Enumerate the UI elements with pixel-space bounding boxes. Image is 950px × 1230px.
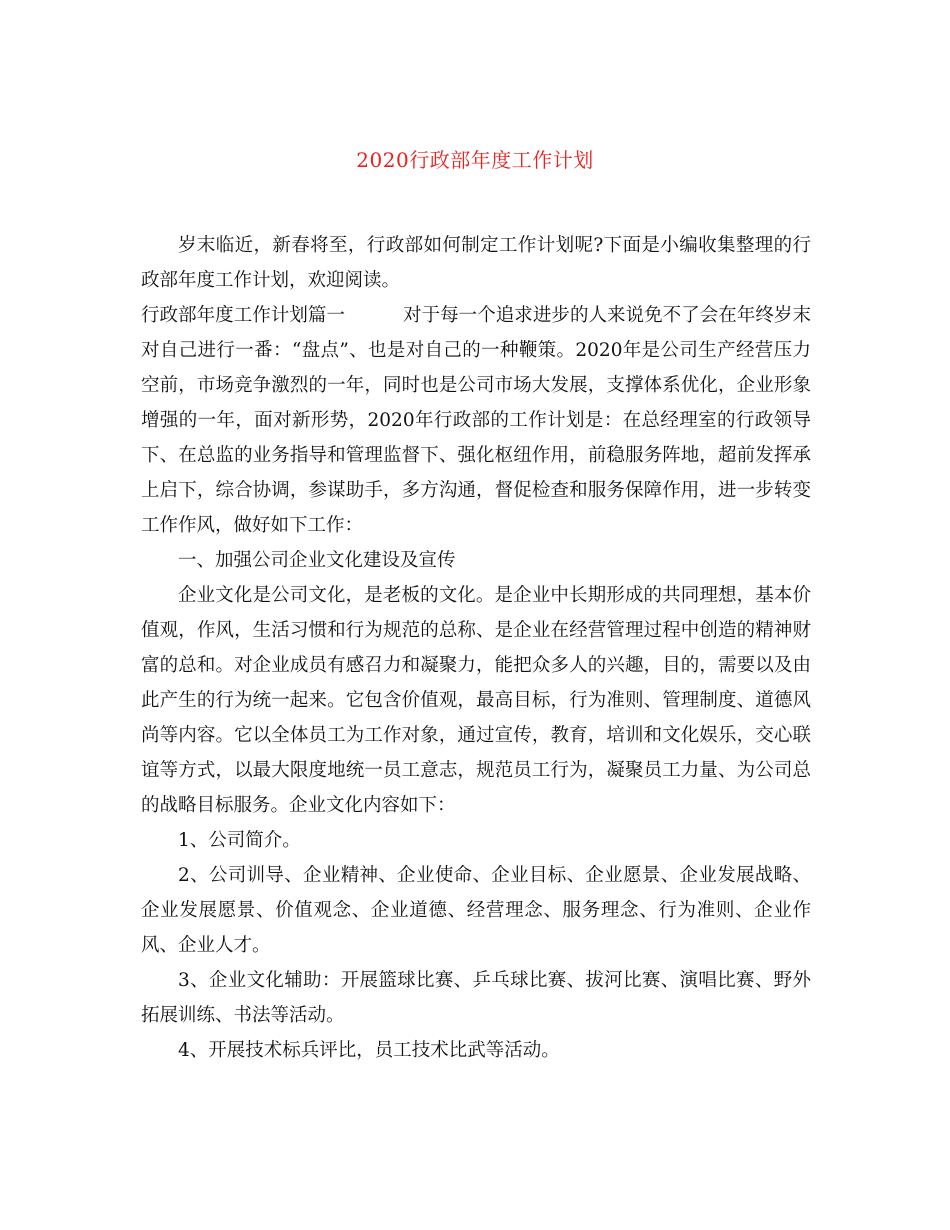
list-item-2: 2、公司训导、企业精神、企业使命、企业目标、企业愿景、企业发展战略、企业发展愿景、价值观念、企业道德、经营理念、服务理念、行为准则、企业作风、企业人才。 xyxy=(141,865,811,956)
list-item-4: 4、开展技术标兵评比，员工技术比武等活动。 xyxy=(178,1040,560,1061)
list-item-1: 1、公司简介。 xyxy=(178,830,301,851)
plan-paragraph-1 xyxy=(141,298,811,543)
intro-paragraph: 岁末临近，新春将至，行政部如何制定工作计划呢?下面是小编收集整理的行政部年度工作计划，欢迎阅读。 xyxy=(141,235,811,291)
document-body xyxy=(141,228,811,1068)
paragraph-1-text: 对于每一个追求进步的人来说免不了会在年终岁末对自己进行一番：“盘点”、也是对自己的一种鞭策。2020年是公司生产经营压力空前，市场竞争激烈的一年，同时也是公司市场大发展，支撑体系优化，企业形象增强的一年，面对新形势，2020年行政部的工作计划是：在总经理室的行政领导下、在总监的业务指导和管理监督下、强化枢纽作用，前稳服务阵地，超前发挥承上启下，综合协调，参谋助手，多方沟通，督促检查和服务保障作用，进一步转变工作作风，做好如下工作： xyxy=(141,305,811,536)
culture-paragraph: 企业文化是公司文化，是老板的文化。是企业中长期形成的共同理想，基本价值观，作风，生活习惯和行为规范的总称、是企业在经营管理过程中创造的精神财富的总和。对企业成员有感召力和凝聚力，能把众多人的兴趣，目的，需要以及由此产生的行为统一起来。它包含价值观，最高目标，行为准则、管理制度、道德风尚等内容。它以全体员工为工作对象，通过宣传，教育，培训和文化娱乐，交心联谊等方式，以最大限度地统一员工意志，规范员工行为，凝聚员工力量、为公司总的战略目标服务。企业文化内容如下： xyxy=(141,585,811,816)
heading-culture: 一、加强公司企业文化建设及宣传 xyxy=(178,550,456,571)
document-title: 2020行政部年度工作计划 xyxy=(356,148,594,172)
section-heading: 行政部年度工作计划篇一 xyxy=(141,305,345,326)
list-item-3: 3、企业文化辅助：开展篮球比赛、乒乓球比赛、拔河比赛、演唱比赛、野外拓展训练、书法等活动。 xyxy=(141,970,811,1026)
